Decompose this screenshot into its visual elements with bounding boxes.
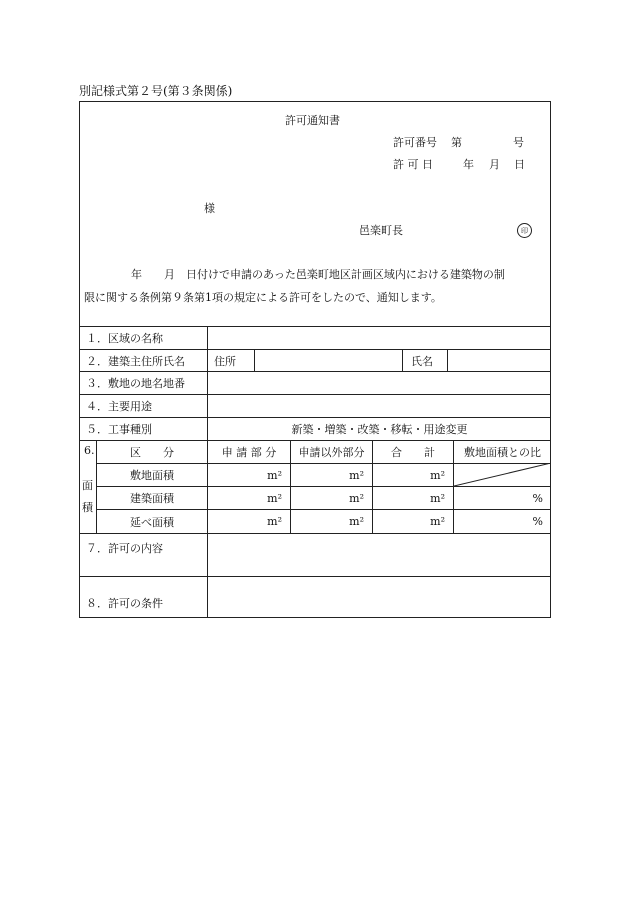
form-label: 別記様式第２号(第３条関係) xyxy=(79,84,233,98)
column-divider xyxy=(402,349,403,371)
area-name-label: １．区域の名称 xyxy=(86,332,163,345)
area-section-char: 積 xyxy=(82,501,93,514)
owner-name-label: 氏名 xyxy=(411,354,433,368)
permit-date-month: 月 xyxy=(489,158,500,171)
area-header-category: 区 分 xyxy=(130,446,174,459)
construction-type-options: 新築・増築・改築・移転・用途変更 xyxy=(291,423,468,436)
area-unit: m² xyxy=(267,468,282,482)
area-row-label: 建築面積 xyxy=(130,492,174,505)
permit-content-label: ７．許可の内容 xyxy=(86,542,163,555)
rule xyxy=(80,533,550,534)
permit-number-label: 許可番号 xyxy=(393,136,437,149)
notice-form xyxy=(79,101,551,618)
area-unit: m² xyxy=(267,515,282,528)
area-unit: m² xyxy=(349,468,364,482)
permit-date-label: 許 可 日 xyxy=(393,158,433,171)
permit-number-suffix: 号 xyxy=(513,136,524,149)
construction-type-label: ５．工事種別 xyxy=(86,423,152,436)
area-unit: m² xyxy=(349,491,364,505)
area-section-char: 面 xyxy=(82,479,93,492)
owner-label: ２．建築主住所氏名 xyxy=(86,354,185,368)
owner-address-label: 住所 xyxy=(214,354,236,368)
usage-label: ４．主要用途 xyxy=(86,400,152,413)
column-divider xyxy=(254,349,255,371)
area-row-label: 延べ面積 xyxy=(130,515,174,529)
notice-body-line1: 年 月 日付けで申請のあった邑楽町地区計画区域内における建築物の制 xyxy=(131,268,505,281)
lot-label: ３．敷地の地名地番 xyxy=(86,377,185,390)
area-ratio-unit: % xyxy=(532,515,543,528)
area-header-ratio: 敷地面積との比 xyxy=(464,446,541,459)
area-ratio-unit: % xyxy=(532,491,543,505)
diagonal-line xyxy=(454,463,551,486)
issuer-name: 邑楽町長 xyxy=(359,224,403,237)
column-divider xyxy=(447,349,448,371)
notice-body-line2: 限に関する条例第９条第1項の規定による許可をしたので、通知します。 xyxy=(84,291,442,304)
seal-mark: 印 xyxy=(517,223,532,238)
permit-number-prefix: 第 xyxy=(451,136,462,149)
permit-date-year: 年 xyxy=(463,158,474,171)
area-section-number: 6. xyxy=(84,444,95,457)
area-header-applied: 申 請 部 分 xyxy=(221,446,277,459)
area-unit: m² xyxy=(430,491,445,505)
notice-title: 許可通知書 xyxy=(285,114,340,127)
permit-date-day: 日 xyxy=(514,158,525,171)
rule xyxy=(80,576,550,577)
area-unit: m² xyxy=(430,468,445,482)
area-header-other: 申請以外部分 xyxy=(298,446,365,459)
area-unit: m² xyxy=(267,491,282,505)
area-header-total: 合 計 xyxy=(391,446,435,459)
addressee-suffix: 様 xyxy=(204,202,215,215)
area-unit: m² xyxy=(349,515,364,528)
permit-conditions-label: ８．許可の条件 xyxy=(86,597,163,610)
area-unit: m² xyxy=(430,515,445,528)
area-row-label: 敷地面積 xyxy=(130,469,174,482)
